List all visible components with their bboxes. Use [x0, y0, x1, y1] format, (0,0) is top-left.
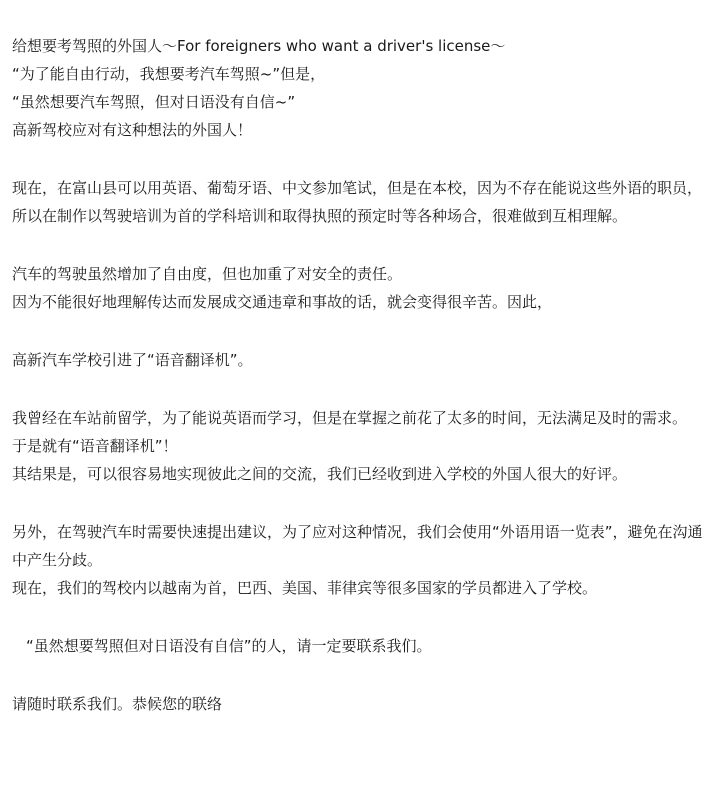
paragraph-6: “虽然想要驾照但对日语没有自信”的人，请一定要联系我们。 — [26, 637, 432, 655]
intro-line-4: 高新驾校应对有这种想法的外国人！ — [12, 121, 253, 139]
paragraph-4-line-2: 于是就有“语音翻译机”！ — [12, 437, 178, 455]
intro-title: 给想要考驾照的外国人～For foreigners who want a driver's license～ — [12, 37, 506, 55]
document-body — [12, 32, 714, 718]
intro-quote-1: “为了能自由行动，我想要考汽车驾照~”但是， — [12, 65, 326, 83]
paragraph-2-line-2: 因为不能很好地理解传达而发展成交通违章和事故的话，就会变得很辛苦。因此， — [12, 293, 553, 311]
intro-quote-2: “虽然想要汽车驾照，但对日语没有自信~” — [12, 93, 296, 111]
paragraph-5-text: 另外，在驾驶汽车时需要快速提出建议，为了应对这种情况，我们会使用“外语用语一览表”，避免在沟通中产生分歧。 — [12, 523, 703, 569]
paragraph-2-line-1: 汽车的驾驶虽然增加了自由度，但也加重了对安全的责任。 — [12, 265, 403, 283]
paragraph-3: 高新汽车学校引进了“语音翻译机”。 — [12, 351, 253, 369]
paragraph-4-line-3: 其结果是，可以很容易地实现彼此之间的交流，我们已经收到进入学校的外国人很大的好评。 — [12, 465, 628, 483]
paragraph-4-text: 我曾经在车站前留学，为了能说英语而学习，但是在掌握之前花了太多的时间，无法满足及时的需求。 — [12, 409, 688, 427]
paragraph-1: 现在，在富山县可以用英语、葡萄牙语、中文参加笔试，但是在本校，因为不存在能说这些外语的职员，所以在制作以驾驶培训为首的学科培训和取得执照的预定时等各种场合，很难做到互相理解。 — [12, 179, 703, 225]
closing-line: 请随时联系我们。恭候您的联络 — [12, 695, 223, 713]
paragraph-5-line-2: 现在，我们的驾校内以越南为首，巴西、美国、菲律宾等很多国家的学员都进入了学校。 — [12, 579, 598, 597]
